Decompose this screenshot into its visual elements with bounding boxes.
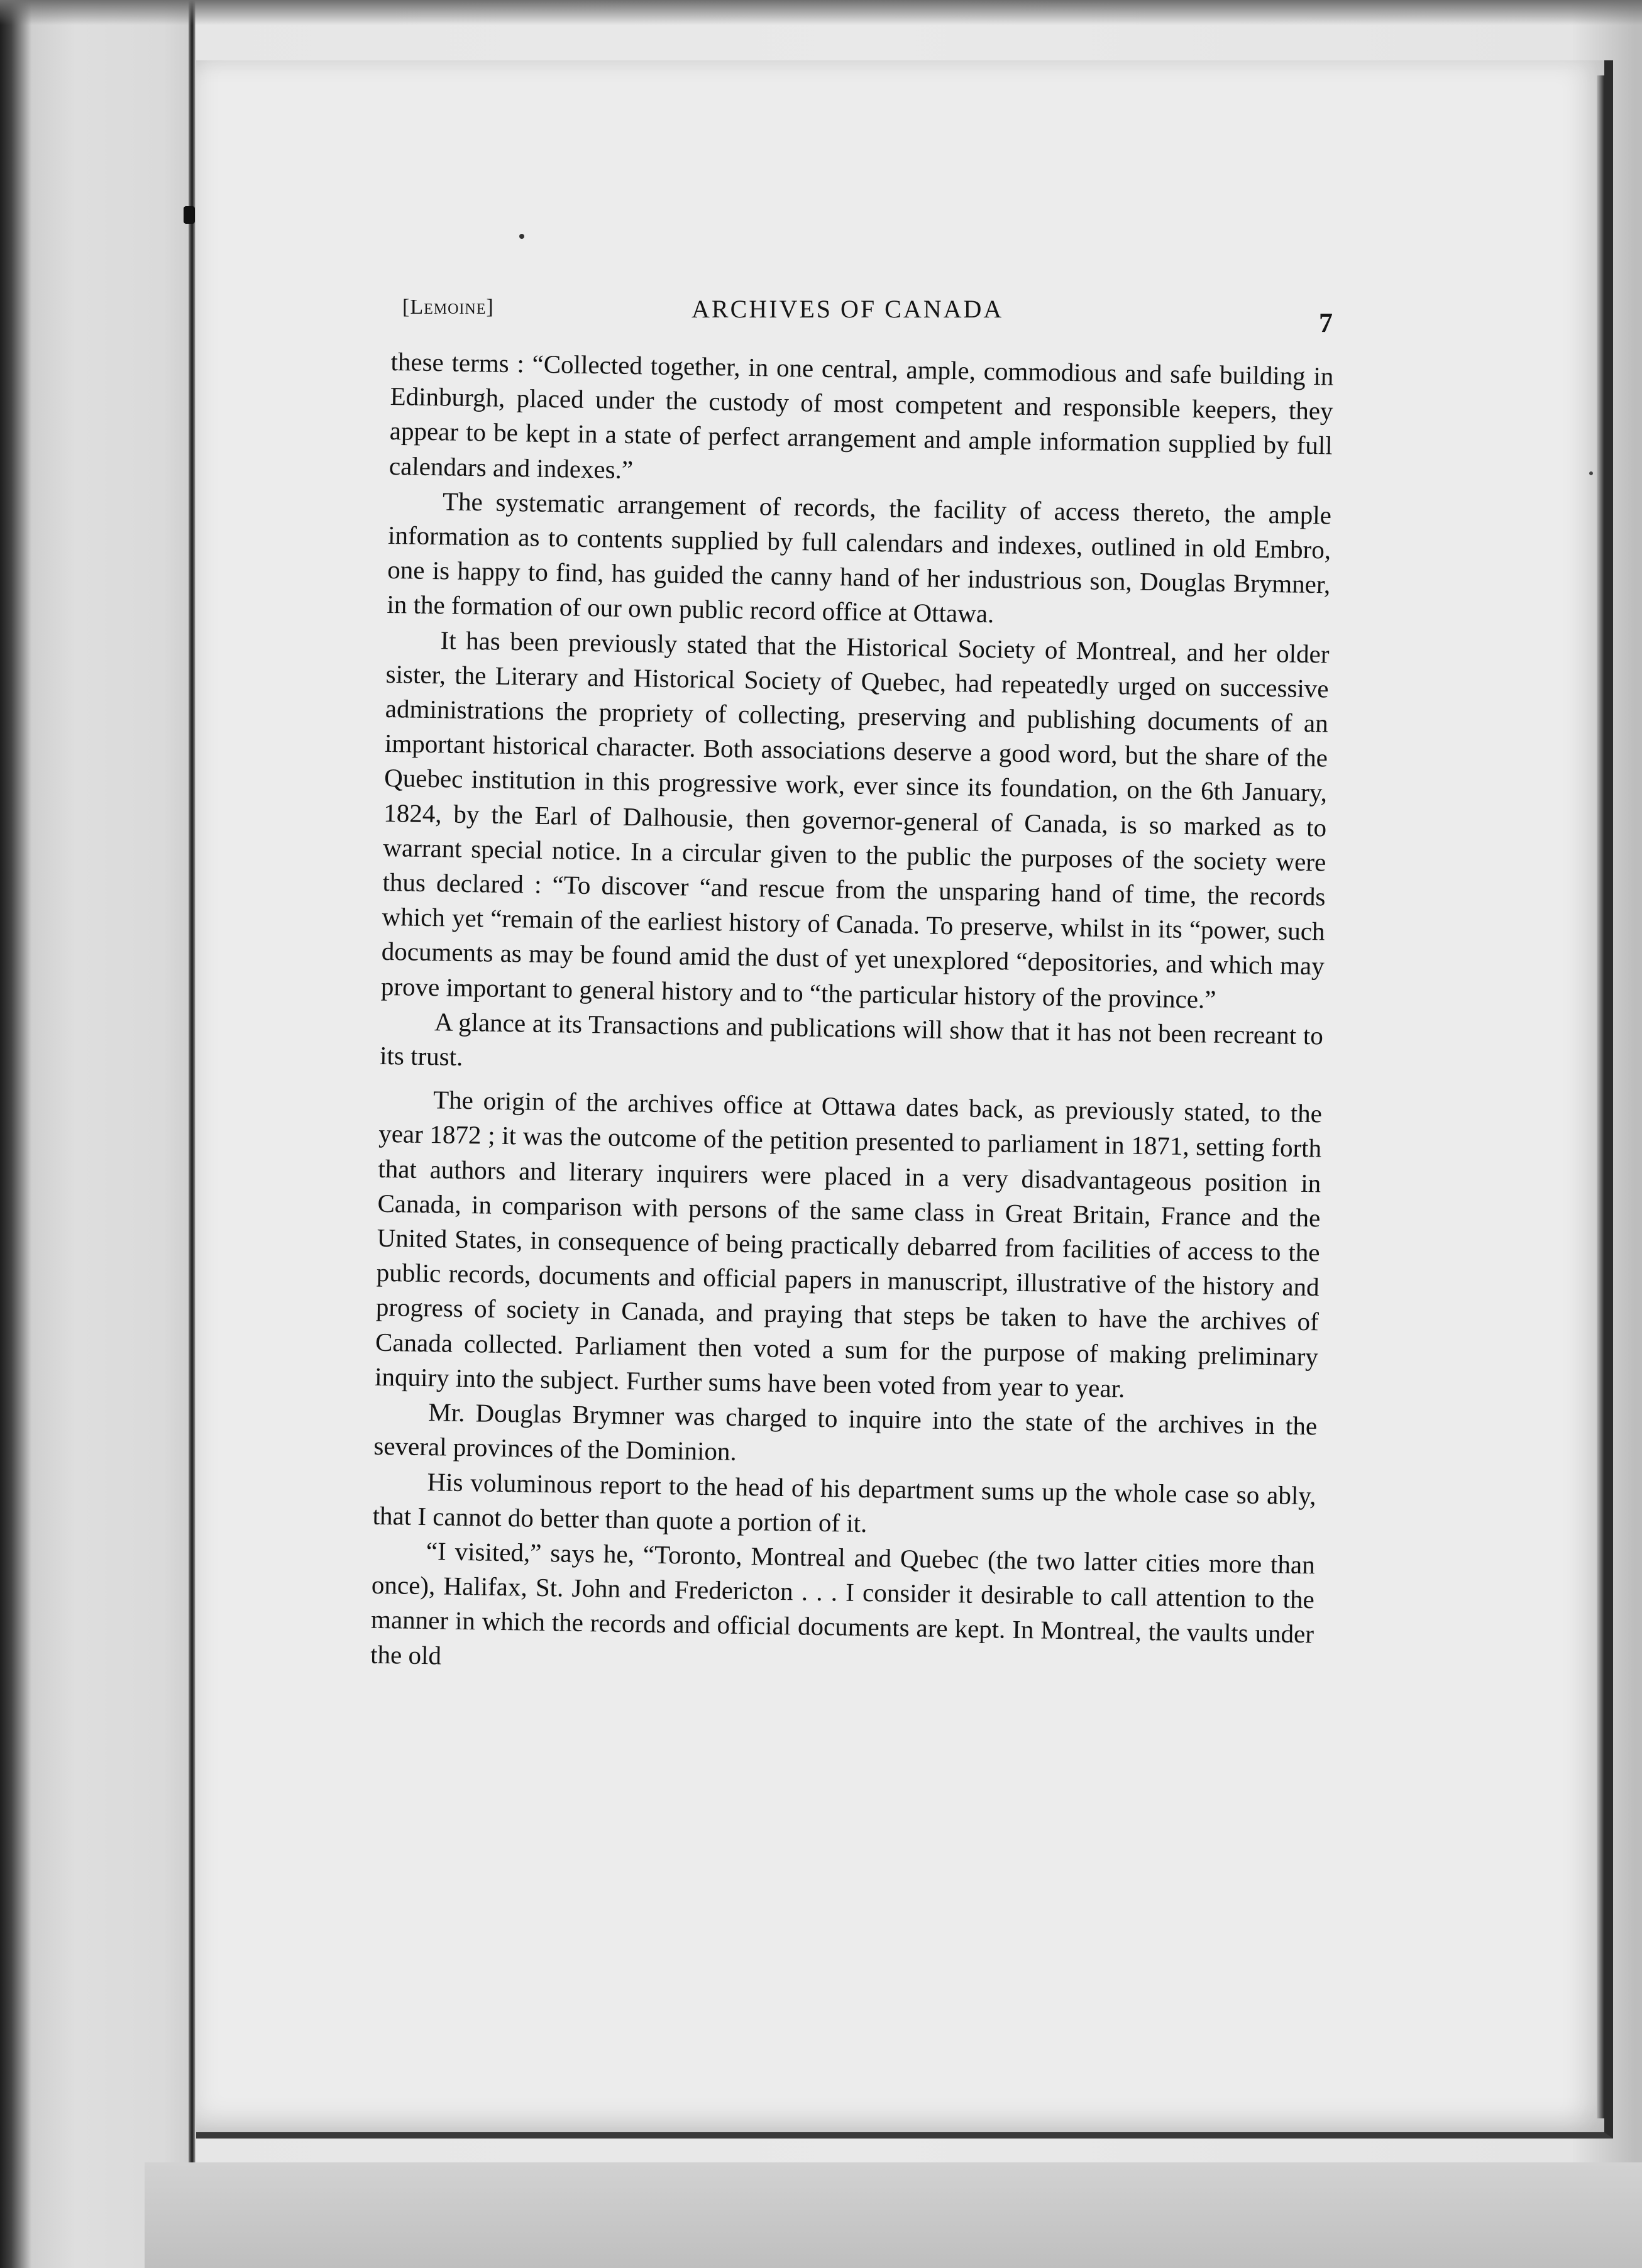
paragraph: His voluminous report to the head of his department sums up the whole case so ably, that I cannot do better than quote a portion of it. [372, 1467, 1316, 1538]
paragraph: The origin of the archives office at Ottawa dates back, as previously stated, to the year 1872 ; it was the outcome of the petition presented to parliament in 1871, setting forth that authors and literary inquirers were placed in a very disadvantageous position in Canada, in comparison with persons of the same class in Great Britain, France and the United States, in consequence of being practically debarred from facilities of access to the public records, documents and official papers in manuscript, illustrative of the history and progress of society in Canada, and praying that steps be taken to have the archives of Canada collected. Parliament then voted a sum for the purpose of making preliminary inquiry into the subject. Further sums have been voted from year to year. [374, 1085, 1323, 1403]
speck-mark [519, 234, 524, 239]
paragraph: The systematic arrangement of records, the facility of access thereto, the ample information as to contents supplied by full calendars and indexes, outlined in old Embro, one is happy to find, has guided the canny hand of her industrious son, Douglas Brymner, in the formation of our own public record office at Ottawa. [387, 487, 1332, 629]
running-title: ARCHIVES OF CANADA [692, 295, 1004, 323]
author-tag: [Lemoine] [402, 295, 494, 319]
top-shadow [0, 0, 1642, 25]
binding-mark [184, 206, 195, 224]
page-number: 7 [1319, 307, 1333, 338]
binding-fold [189, 0, 195, 2268]
facing-page-edge [0, 0, 196, 2268]
page-right-edge [1597, 75, 1604, 2118]
paragraph: A glance at its Transactions and publications will show that it has not been recreant to its trust. [379, 1007, 1324, 1071]
paragraph: “I visited,” says he, “Toronto, Montreal and Quebec (the two latter cities more than once), Halifax, St. John and Fredericton . . . I consider it desirable to call attention to the manner in which the records and official documents are kept. In Montreal, the vaults under the old [370, 1536, 1316, 1670]
running-header [390, 295, 1345, 346]
paragraph: these terms : “Collected together, in one central, ample, commodious and safe building in Edinburgh, placed under the custody of most competent and responsible keepers, they appear to be kept in a state of perfect arrangement and ample information supplied by full calendars and indexes.” [388, 346, 1334, 484]
paragraph: Mr. Douglas Brymner was charged to inquire into the state of the archives in the several provinces of the Dominion. [373, 1397, 1318, 1467]
speck-mark [1589, 471, 1593, 475]
paragraph: It has been previously stated that the Historical Society of Montreal, and her older sister, the Literary and Historical Society of Quebec, had repeatedly urged on successive administrations the propriety of collecting, preserving and publishing documents of an important historical character. Both associations deserve a good word, but the share of the Quebec institution in this progressive work, ever since its foundation, on the 6th January, 1824, by the Earl of Dalhousie, then governor-general of Canada, is so marked as to warrant special notice. In a circular given to the public the purposes of the society were thus declared : “To discover “and rescue from the unsparing hand of time, the records which yet “remain of the earliest history of Canada. To preserve, whilst in its “power, such documents as may be found amid the dust of yet unexplored “depositories, and which may prove important to general history and to “the particular history of the province.” [380, 625, 1330, 1014]
scanner-bed [145, 2162, 1642, 2268]
body-text [370, 344, 1334, 1687]
